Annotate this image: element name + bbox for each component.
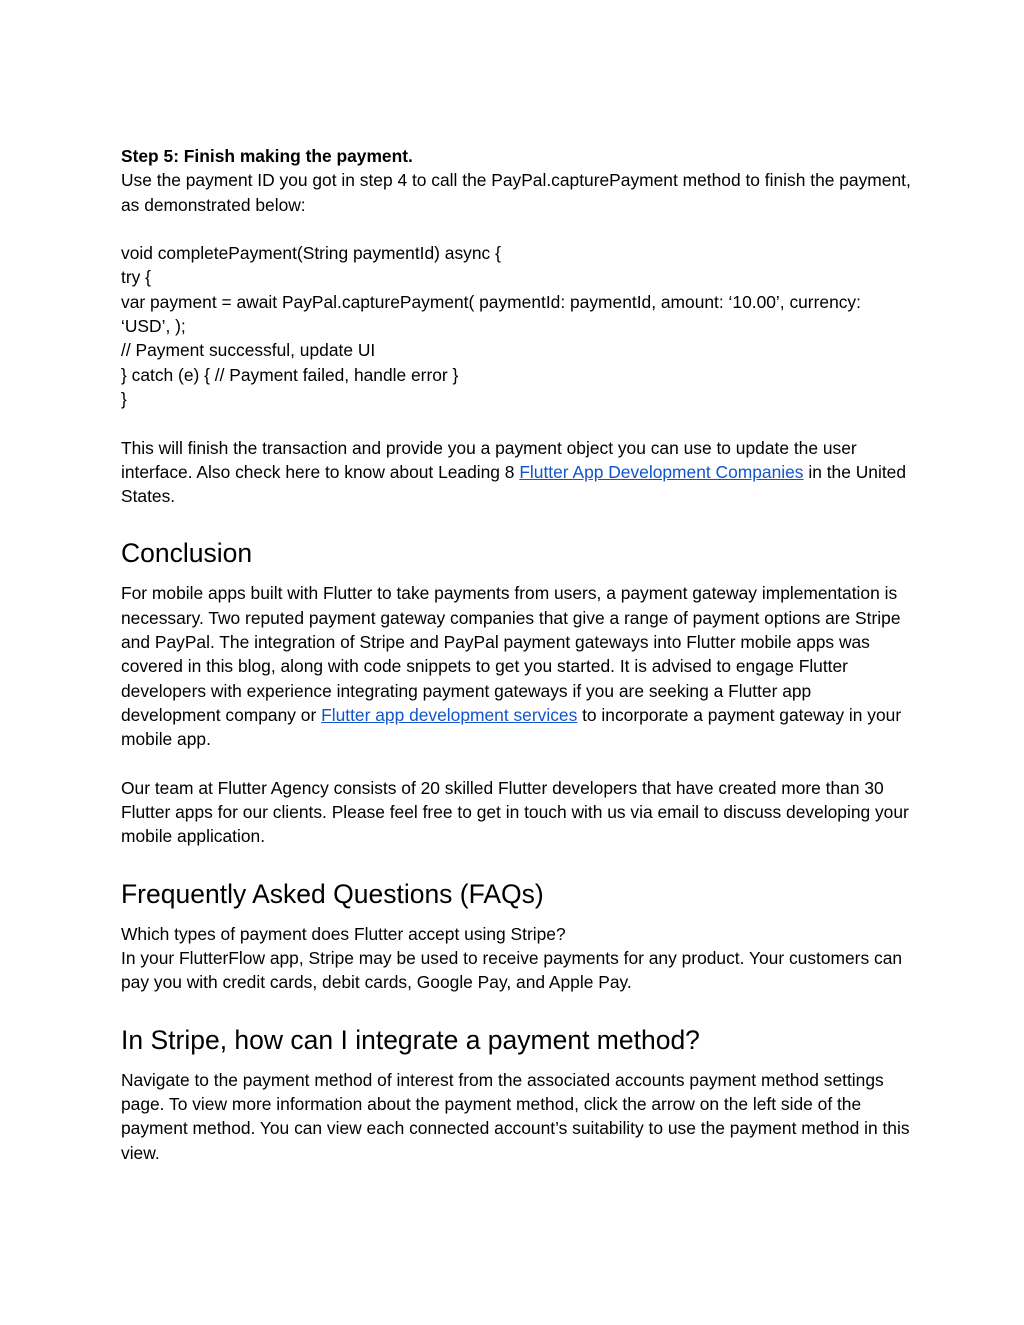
code-snippet	[121, 241, 911, 411]
conclusion-paragraph-2: Our team at Flutter Agency consists of 20 skilled Flutter developers that have created more than 30 Flutter apps for our clients. Please feel free to get in touch with us via email to discuss developing your mobile application.	[121, 777, 909, 847]
flutter-companies-link[interactable]: Flutter App Development Companies	[519, 461, 804, 482]
code-line: } catch (e) { // Payment failed, handle error }	[121, 364, 459, 385]
code-line: void completePayment(String paymentId) async {	[121, 243, 501, 264]
conclusion-text-before: For mobile apps built with Flutter to take payments from users, a payment gateway implementation is necessary. Two reputed payment gateway companies that give a range of payment options are Stripe and PayPal. The integration of Stripe and PayPal payment gateways into Flutter mobile apps was covered in this blog, along with code snippets to get you started. It is advised to engage Flutter developers with experience integrating payment gateways if you are seeking a Flutter app development company or	[121, 583, 901, 725]
step5-heading: Step 5: Finish making the payment.	[121, 146, 413, 166]
faq-question: Which types of payment does Flutter accept using Stripe?	[121, 923, 566, 944]
faqs-heading: Frequently Asked Questions (FAQs)	[121, 878, 544, 909]
after-code-text-after: in the United States.	[121, 461, 906, 507]
faq-answer: In your FlutterFlow app, Stripe may be used to receive payments for any product. Your customers can pay you with credit cards, debit cards, Google Pay, and Apple Pay.	[121, 948, 903, 993]
step5-intro: Use the payment ID you got in step 4 to call the PayPal.capturePayment method to finish the payment, as demonstrated below:	[121, 170, 911, 215]
conclusion-heading: Conclusion	[121, 538, 253, 569]
stripe-section-heading: In Stripe, how can I integrate a payment method?	[121, 1024, 700, 1055]
stripe-section-body: Navigate to the payment method of interest from the associated accounts payment method settings page. To view more information about the payment method, click the arrow on the left side of the payment method. You can view each connected account’s suitability to use the payment method in this view.	[121, 1069, 910, 1163]
conclusion-text-after: to incorporate a payment gateway in your mobile app.	[121, 704, 902, 750]
code-line: // Payment successful, update UI	[121, 340, 376, 361]
document-page	[121, 144, 911, 1165]
after-code-paragraph	[121, 436, 911, 509]
after-code-text-before: This will finish the transaction and provide you a payment object you can use to update the user interface. Also check here to know about Leading 8	[121, 437, 857, 482]
conclusion-paragraph-1	[121, 581, 911, 751]
code-line: var payment = await PayPal.capturePayment( paymentId: paymentId, amount: ‘10.00’, currency: ‘USD’, );	[121, 291, 861, 337]
flutter-services-link[interactable]: Flutter app development services	[321, 704, 578, 725]
code-line: try {	[121, 267, 151, 288]
code-line: }	[121, 388, 127, 409]
